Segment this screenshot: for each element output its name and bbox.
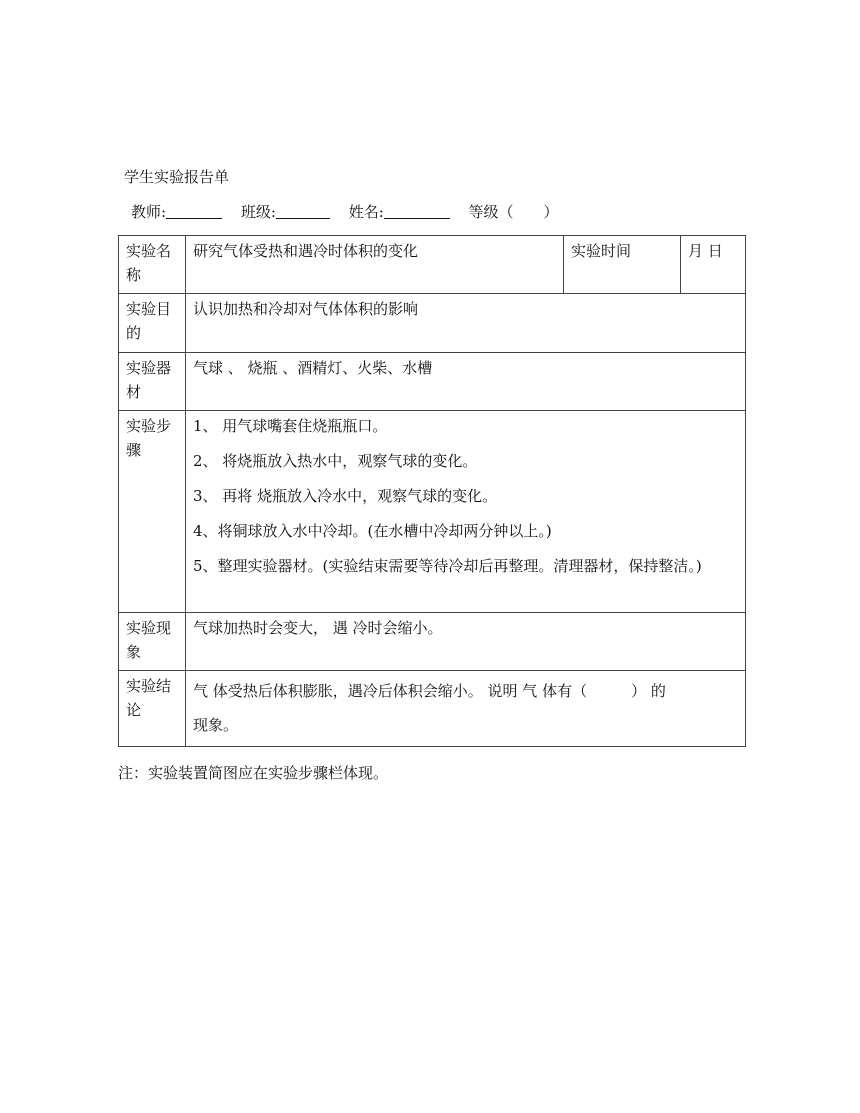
row-conclusion [119, 671, 746, 747]
grade-label: 等级（ [468, 203, 514, 221]
conclusion-cell [186, 671, 746, 747]
class-blank [276, 203, 330, 219]
row-phenomenon [119, 613, 746, 671]
experiment-name-label: 实验名称 [119, 236, 186, 294]
steps-cell [186, 411, 746, 613]
step-item: 5、整理实验器材。(实验结束需要等待冷却后再整理。清理器材，保持整洁。) [193, 557, 702, 575]
name-blank [384, 203, 450, 219]
phenomenon-value: 气球加热时会变大， 遇 冷时会缩小。 [186, 613, 746, 671]
header-info-row [131, 201, 559, 222]
conclusion-label: 实验结论 [119, 671, 186, 747]
teacher-label: 教师: [131, 203, 167, 221]
equipment-value: 气球 、 烧瓶 、酒精灯、火柴、水槽 [186, 353, 746, 411]
conclusion-text-2: ） 的 [631, 682, 666, 700]
steps-label: 实验步骤 [119, 411, 186, 613]
row-equipment [119, 353, 746, 411]
phenomenon-label: 实验现象 [119, 613, 186, 671]
step-item: 4、将铜球放入水中冷却。(在水槽中冷却两分钟以上。) [193, 522, 552, 540]
class-label: 班级: [240, 203, 276, 221]
row-experiment-name [119, 236, 746, 294]
step-item: 2、 将烧瓶放入热水中，观察气球的变化。 [193, 452, 478, 470]
experiment-time-label: 实验时间 [564, 236, 681, 294]
grade-close: ） [543, 203, 559, 221]
step-item: 1、 用气球嘴套住烧瓶瓶口。 [193, 417, 388, 435]
experiment-name-value: 研究气体受热和遇冷时体积的变化 [186, 236, 564, 294]
conclusion-text-3: 现象。 [193, 716, 239, 734]
step-item: 3、 再将 烧瓶放入冷水中，观察气球的变化。 [193, 487, 498, 505]
purpose-value: 认识加热和冷却对气体体积的影响 [186, 294, 746, 353]
purpose-label: 实验目的 [119, 294, 186, 353]
experiment-time-value: 月 日 [681, 236, 746, 294]
name-label: 姓名: [348, 203, 384, 221]
equipment-label: 实验器材 [119, 353, 186, 411]
report-table [118, 235, 746, 747]
footnote: 注：实验装置简图应在实验步骤栏体现。 [118, 764, 389, 782]
document-title: 学生实验报告单 [124, 168, 230, 186]
conclusion-text-1: 气 体受热后体积膨胀，遇冷后体积会缩小。 说明 气 体有（ [193, 682, 588, 700]
row-steps [119, 411, 746, 613]
teacher-blank [166, 203, 222, 219]
row-purpose [119, 294, 746, 353]
